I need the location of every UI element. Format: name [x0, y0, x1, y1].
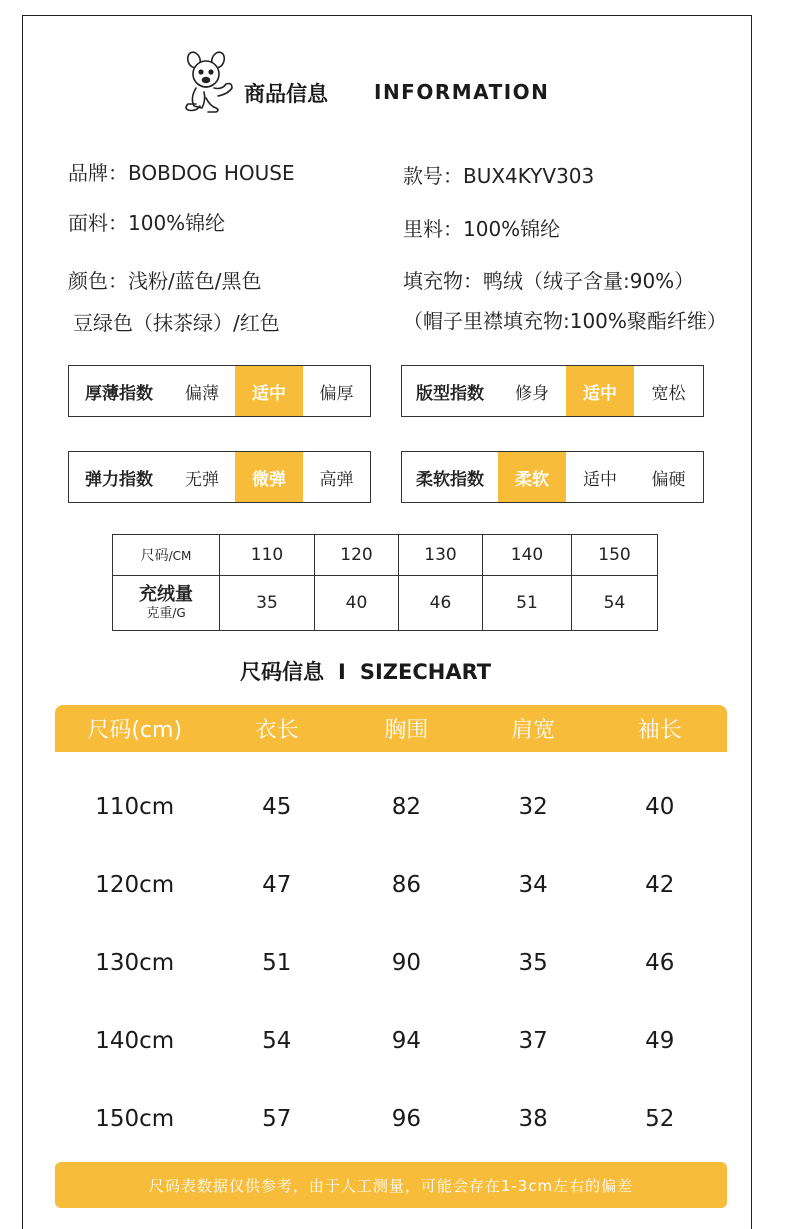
table-cell: 130cm [95, 950, 175, 976]
size-chart-title-en: SIZECHART [359, 660, 492, 684]
table-row [55, 1002, 727, 1080]
fit-option: 宽松 [651, 383, 686, 404]
table-row [113, 535, 658, 576]
softness-index-label: 柔软指数 [416, 469, 484, 490]
size-chart-note: 尺码表数据仅供参考，由于人工测量，可能会存在1-3cm左右的偏差 [55, 1162, 727, 1208]
table-cell: 51 [483, 576, 572, 631]
dog-mascot-icon [176, 50, 238, 114]
info-title-cn: 商品信息 [244, 82, 328, 106]
fabric-text: 面料：100%锦纶 [68, 211, 226, 235]
table-cell: 34 [518, 872, 548, 898]
fill-header-label: 充绒量 [139, 583, 193, 605]
color-text-cont: 豆绿色（抹茶绿）/红色 [73, 311, 280, 335]
table-row [55, 846, 727, 924]
fit-index [401, 365, 704, 417]
table-cell: 40 [315, 576, 399, 631]
column-header: 尺码(cm) [87, 718, 183, 743]
table-cell: 140cm [95, 1028, 175, 1054]
elasticity-index [68, 451, 371, 503]
fit-option: 修身 [515, 383, 549, 404]
weight-header-unit: /G [172, 605, 186, 620]
size-chart-title [240, 656, 491, 686]
table-cell: 96 [391, 1106, 421, 1132]
table-row [113, 576, 658, 631]
table-cell: 54 [262, 1028, 292, 1054]
softness-option: 偏硬 [651, 469, 686, 490]
size-chart-header [55, 705, 727, 752]
brand-text: 品牌：BOBDOG HOUSE [68, 161, 295, 185]
thickness-option: 偏薄 [185, 383, 219, 404]
info-header [176, 50, 596, 114]
table-cell: 46 [399, 576, 483, 631]
elasticity-option: 无弹 [185, 469, 219, 490]
table-cell: 150 [572, 535, 658, 576]
softness-index [401, 451, 704, 503]
size-chart-body [55, 768, 727, 1158]
softness-option: 适中 [583, 469, 617, 490]
table-cell: 86 [391, 872, 421, 898]
thickness-index-label: 厚薄指数 [85, 383, 153, 404]
table-cell: 38 [518, 1106, 548, 1132]
size-header-cell [113, 535, 220, 576]
thickness-option-selected: 适中 [235, 366, 303, 416]
column-header: 胸围 [384, 718, 429, 743]
table-cell: 130 [399, 535, 483, 576]
softness-option-selected: 柔软 [498, 452, 566, 502]
thickness-option: 偏厚 [319, 383, 354, 404]
table-cell: 90 [391, 950, 421, 976]
table-cell: 47 [262, 872, 292, 898]
table-cell: 49 [645, 1028, 675, 1054]
table-cell: 110cm [95, 794, 175, 820]
table-cell: 45 [262, 794, 292, 820]
table-cell: 40 [645, 794, 675, 820]
table-cell: 94 [391, 1028, 421, 1054]
table-cell: 57 [262, 1106, 292, 1132]
table-cell: 37 [518, 1028, 548, 1054]
table-row [55, 1080, 727, 1158]
fill-header-cell [113, 576, 220, 631]
elasticity-option-selected: 微弹 [235, 452, 303, 502]
filling-text-cont: （帽子里襟填充物:100%聚酯纤维） [403, 309, 727, 333]
table-cell: 120 [315, 535, 399, 576]
title-separator: I [338, 660, 346, 684]
size-header-unit: /CM [168, 549, 192, 563]
table-cell: 52 [645, 1106, 675, 1132]
table-cell: 140 [483, 535, 572, 576]
table-cell: 35 [518, 950, 548, 976]
info-title-en: INFORMATION [374, 80, 550, 104]
table-cell: 46 [645, 950, 675, 976]
size-chart-title-cn: 尺码信息 [240, 660, 324, 684]
table-row [55, 768, 727, 846]
filling-text: 填充物：鸭绒（绒子含量:90%） [403, 269, 695, 293]
color-text: 颜色：浅粉/蓝色/黑色 [68, 269, 262, 293]
column-header: 衣长 [254, 718, 299, 743]
lining-text: 里料：100%锦纶 [403, 217, 561, 241]
table-cell: 51 [262, 950, 292, 976]
elasticity-option: 高弹 [319, 469, 354, 490]
model-text: 款号：BUX4KYV303 [403, 164, 595, 188]
thickness-index [68, 365, 371, 417]
table-cell: 150cm [95, 1106, 175, 1132]
table-cell: 110 [220, 535, 315, 576]
table-cell: 120cm [95, 872, 175, 898]
weight-header-label: 克重 [146, 605, 173, 621]
column-header: 肩宽 [511, 718, 556, 743]
table-cell: 82 [391, 794, 421, 820]
size-header-label: 尺码 [140, 548, 169, 564]
fill-weight-table [112, 534, 658, 631]
column-header: 袖长 [637, 718, 682, 743]
table-cell: 32 [518, 794, 548, 820]
fit-index-label: 版型指数 [416, 383, 484, 404]
table-cell: 54 [572, 576, 658, 631]
table-cell: 42 [645, 872, 675, 898]
elasticity-index-label: 弹力指数 [85, 469, 153, 490]
table-row [55, 924, 727, 1002]
table-cell: 35 [220, 576, 315, 631]
fit-option-selected: 适中 [566, 366, 634, 416]
